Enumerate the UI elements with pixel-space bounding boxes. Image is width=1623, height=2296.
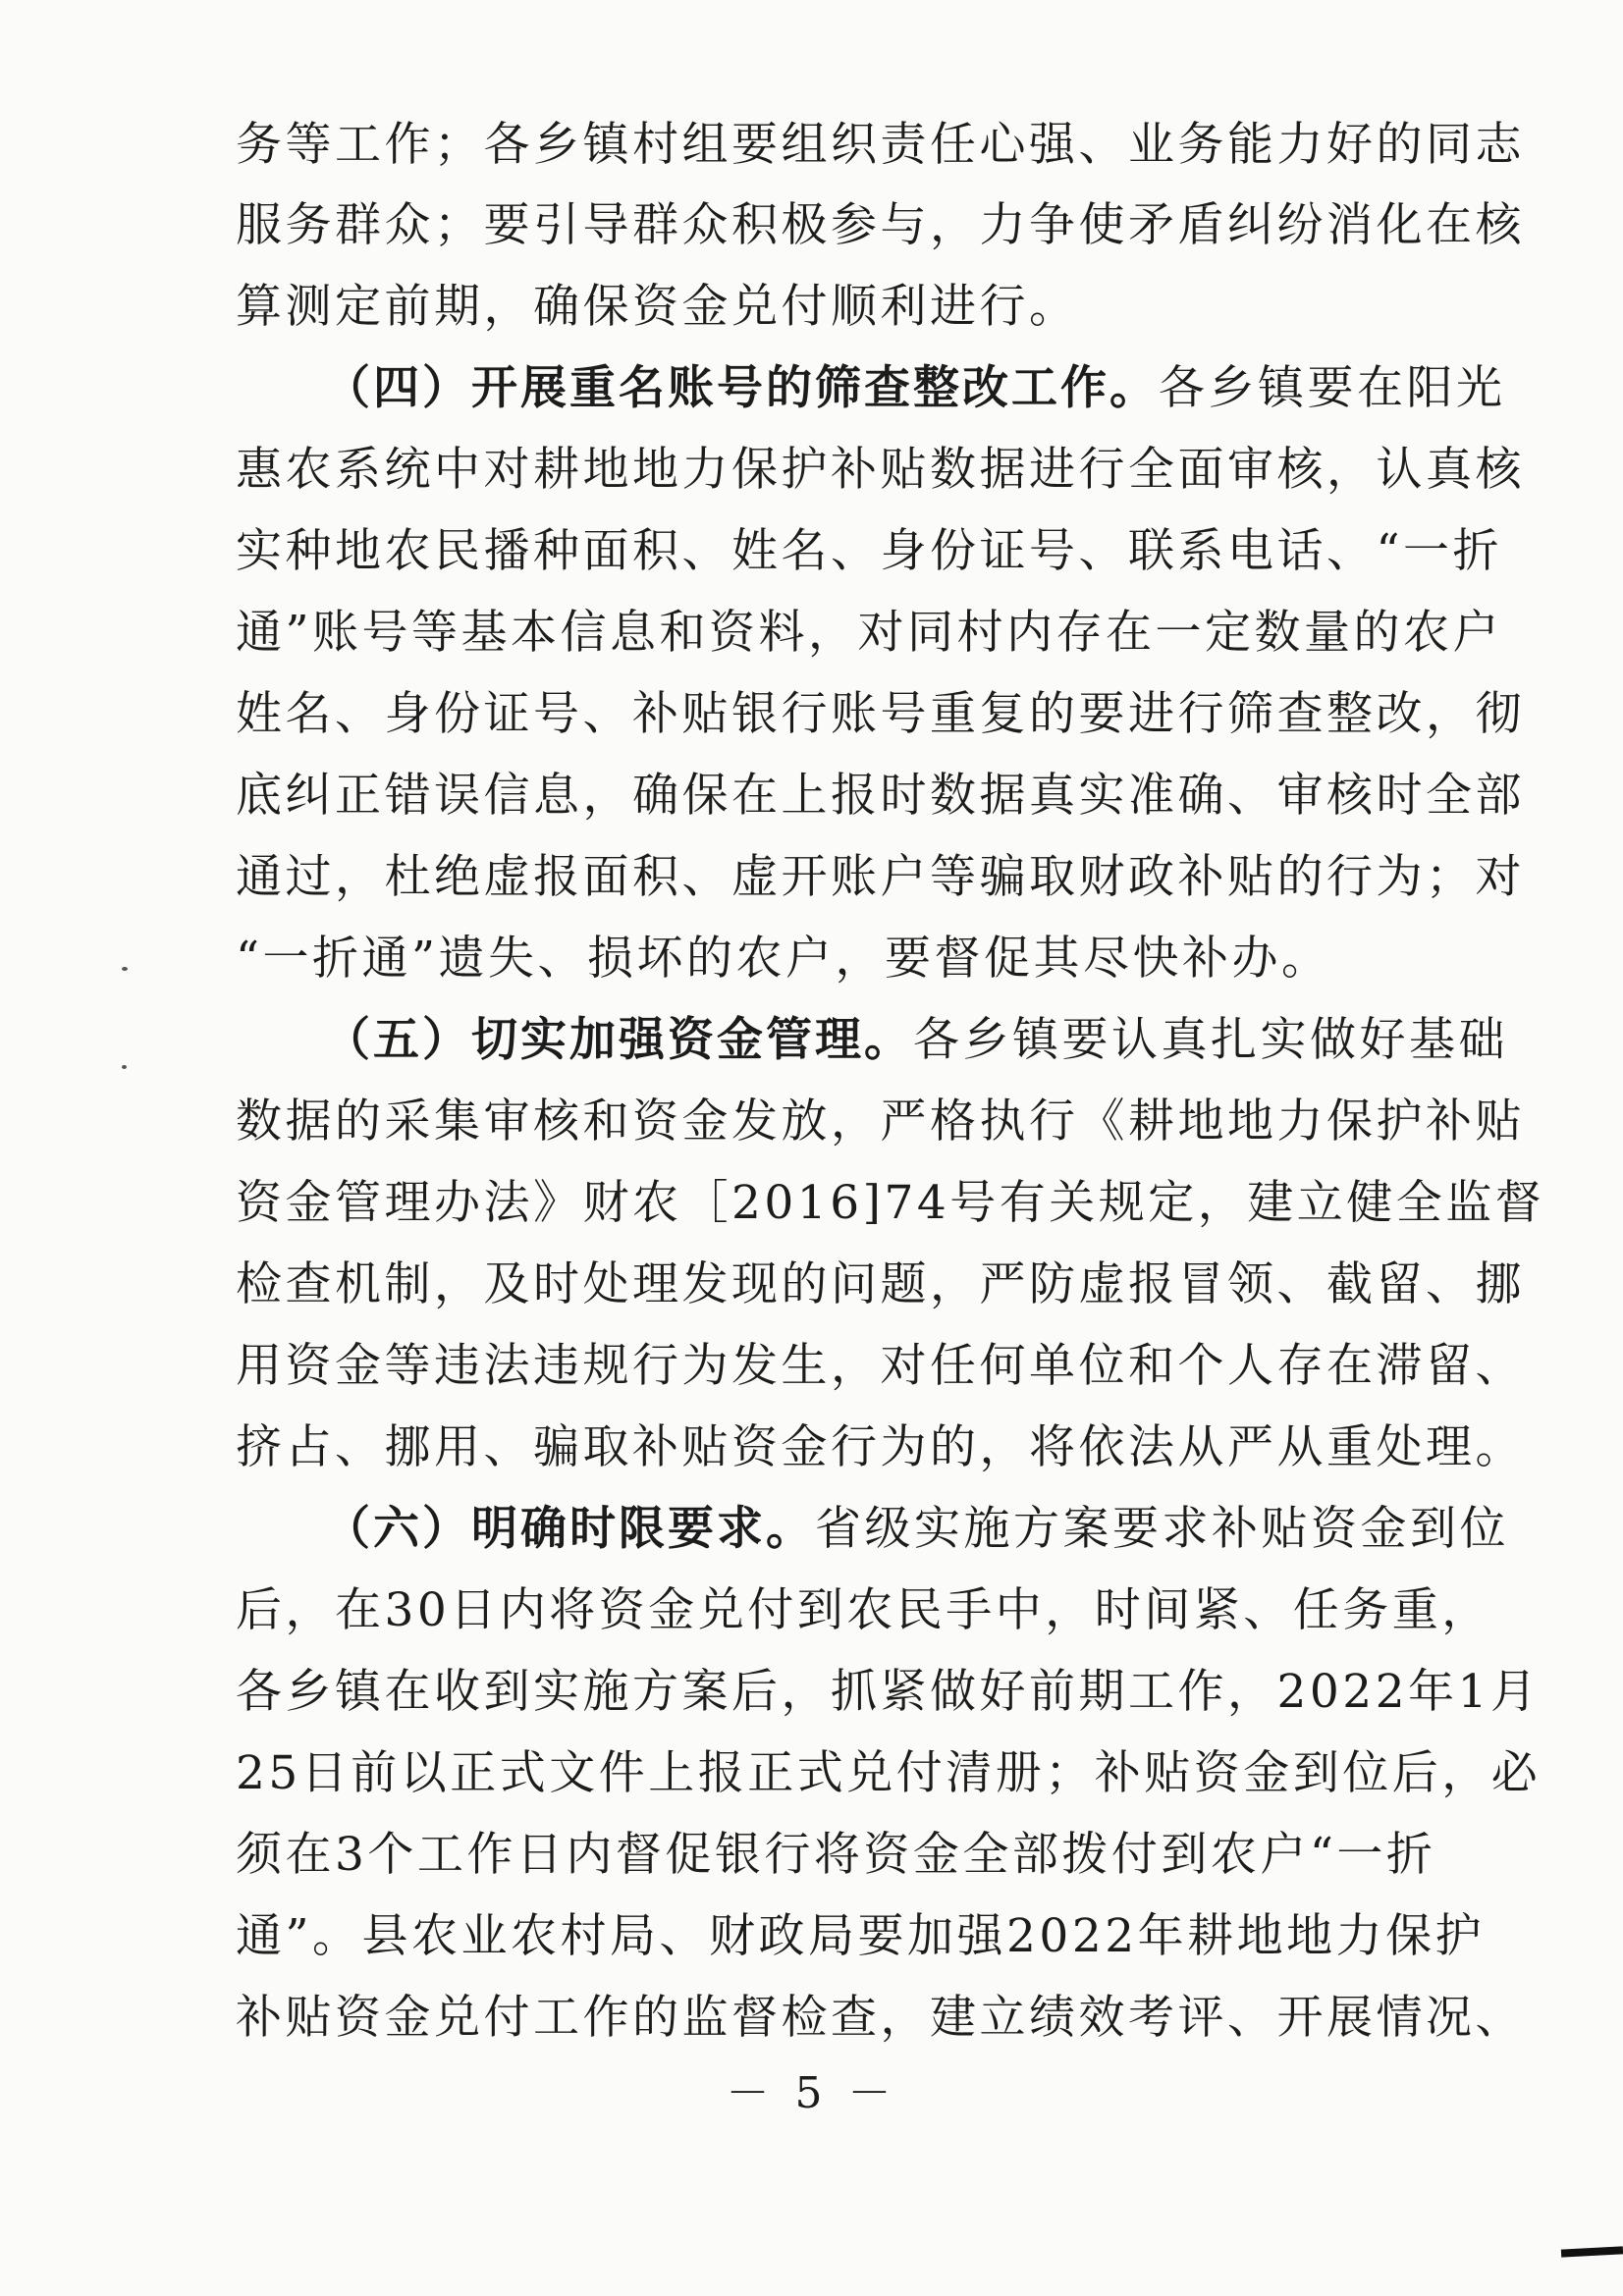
section-4-heading: （四）开展重名账号的筛查整改工作。 xyxy=(324,361,1159,415)
body-line-20: 各乡镇在收到实施方案后，抓紧做好前期工作，2022年1月 xyxy=(236,1665,1541,1719)
section-6-heading: （六）明确时限要求。 xyxy=(324,1502,815,1556)
body-line-19: 后，在30日内将资金兑付到农民手中，时间紧、任务重， xyxy=(236,1583,1491,1637)
scan-speck xyxy=(122,1065,127,1069)
body-line-13: 数据的采集审核和资金发放，严格执行《耕地地力保护补贴 xyxy=(236,1095,1525,1148)
section-5-heading: （五）切实加强资金管理。 xyxy=(324,1013,913,1067)
scan-edge-mark xyxy=(1561,2246,1623,2257)
body-line-17: 挤占、挪用、骗取补贴资金行为的，将依法从严从重处理。 xyxy=(236,1420,1525,1474)
body-line-21: 25日前以正式文件上报正式兑付清册；补贴资金到位后，必 xyxy=(236,1746,1542,1800)
body-line-16: 用资金等违法违规行为发生，对任何单位和个人存在滞留、 xyxy=(236,1339,1525,1393)
body-line-14: 资金管理办法》财农［2016]74号有关规定，建立健全监督 xyxy=(236,1176,1545,1230)
body-line-22: 须在3个工作日内督促银行将资金全部拨付到农户“一折 xyxy=(236,1828,1436,1882)
section-5-first-line: （五）切实加强资金管理。各乡镇要认真扎实做好基础 xyxy=(324,1013,1508,1067)
body-line-2: 服务群众；要引导群众积极参与，力争使矛盾纠纷消化在核 xyxy=(236,198,1525,252)
section-6-first-line: （六）明确时限要求。省级实施方案要求补贴资金到位 xyxy=(324,1502,1509,1556)
body-line-1: 务等工作；各乡镇村组要组织责任心强、业务能力好的同志 xyxy=(236,118,1525,172)
body-line-5: 惠农系统中对耕地地力保护补贴数据进行全面审核，认真核 xyxy=(236,443,1525,497)
body-line-6: 实种地农民播种面积、姓名、身份证号、联系电话、“一折 xyxy=(236,524,1503,578)
body-line-9: 底纠正错误信息，确保在上报时数据真实准确、审核时全部 xyxy=(236,769,1525,823)
body-line-7: 通”账号等基本信息和资料，对同村内存在一定数量的农户 xyxy=(236,606,1503,660)
page-number: － 5 － xyxy=(726,2068,897,2118)
body-line-3: 算测定前期，确保资金兑付顺利进行。 xyxy=(236,280,1079,334)
body-line-15: 检查机制，及时处理发现的问题，严防虚报冒领、截留、挪 xyxy=(236,1257,1525,1311)
body-line-24: 补贴资金兑付工作的监督检查，建立绩效考评、开展情况、 xyxy=(236,1991,1525,2045)
body-line-11: “一折通”遗失、损坏的农户，要督促其尽快补办。 xyxy=(236,932,1331,986)
body-line-8: 姓名、身份证号、补贴银行账号重复的要进行筛查整改，彻 xyxy=(236,687,1525,741)
body-line-23: 通”。县农业农村局、财政局要加强2022年耕地地力保护 xyxy=(236,1909,1486,1963)
body-line-10: 通过，杜绝虚报面积、虚开账户等骗取财政补贴的行为；对 xyxy=(236,850,1525,904)
section-4-first-line: （四）开展重名账号的筛查整改工作。各乡镇要在阳光 xyxy=(324,361,1506,415)
scan-speck xyxy=(122,967,128,971)
